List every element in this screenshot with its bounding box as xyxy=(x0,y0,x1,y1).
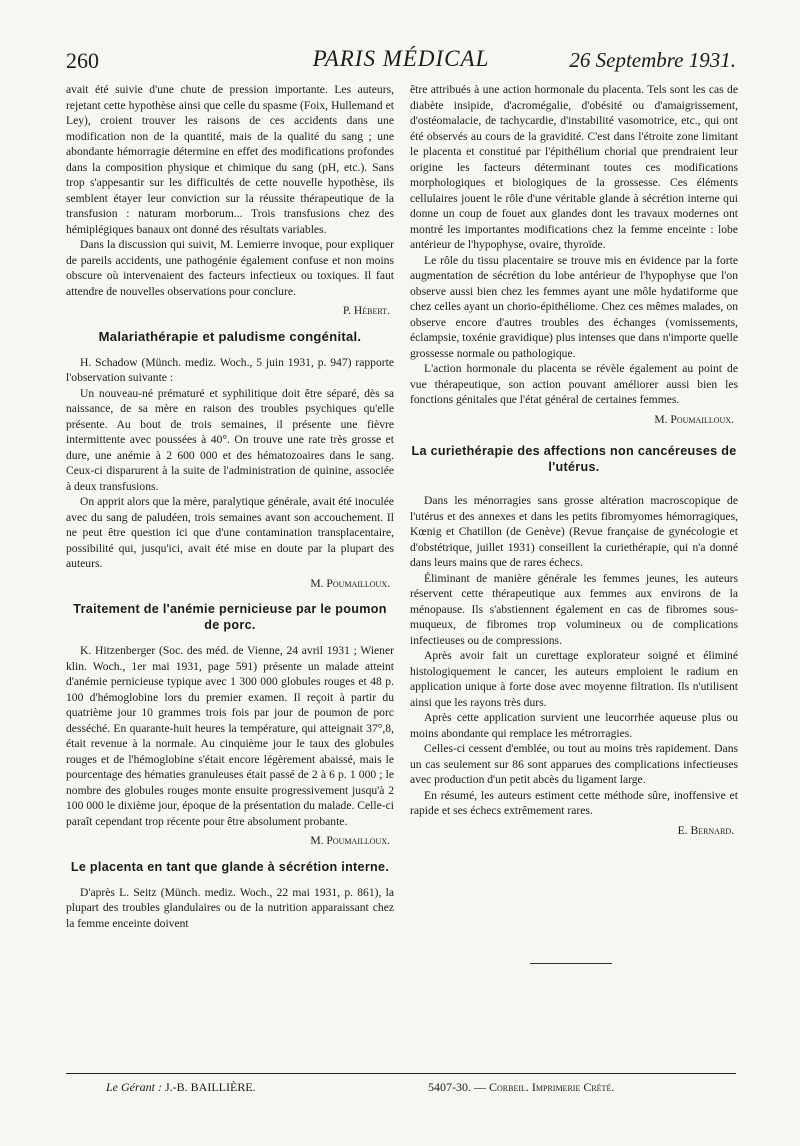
article-heading: Malariathérapie et paludisme congénital. xyxy=(98,328,362,344)
paragraph: En résumé, les auteurs estiment cette méthode sûre, inoffensive et rapide et ses échecs extrêmement rares. xyxy=(410,788,738,817)
paragraph: Celles-ci cessent d'emblée, ou tout au moins très rapidement. Dans un cas seulement sur 86 sont apparues des complications infectieuses avec production d'un petit abcès du ligament large. xyxy=(410,742,738,786)
author-signature: M. Poumailloux. xyxy=(310,834,390,847)
paragraph: Un nouveau-né prématuré et syphilitique doit être séparé, dès sa naissance, de sa mère en raison des troubles psychiques qu'elle présente. Au bout de trois semaines, il présente une fièvre intermittente avec poussées à 40°. On trouve une rate très grosse et dure, une anémie à 2 600 000 et des hématozoaires dans le sang. Ceux-ci disparurent à la suite de l'administration de quinine, associée à deux transfusions. xyxy=(66,386,394,493)
paragraph: être attribués à une action hormonale du placenta. Tels sont les cas de diabète insipide, d'acromégalie, d'obésité ou d'amaigrissement, d'ostéomalacie, de tachycardie, d'instabilité vasomotrice, etc., qui ont été observés au cours de la gravidité. C'est dans l'étroite zone limitant le placenta et constitué par l'épithélium chorial que prendraient leur origine les facteurs déterminant toutes ces modifications morphologiques et biologiques de la grossesse. Ces éléments cellulaires jouent le rôle d'une véritable glande à sécrétion interne qui donne un coup de fouet aux glandes dont les travaux modernes ont montré les importantes modifications chez la femme enceinte : lobe antérieur de l'hypophyse, ovaire, thyroïde. xyxy=(410,83,738,251)
page-footer xyxy=(66,1080,736,1100)
paragraph: Dans la discussion qui suivit, M. Lemierre invoque, pour expliquer de pareils accidents, une pathogénie également confuse et non moins obscure où intervenaient des facteurs infectieux ou toxiques. Il faut attendre de nouvelles observations pour conclure. xyxy=(66,238,394,298)
paragraph: Dans les ménorragies sans grosse altération macroscopique de l'utérus et des annexes et dans les petits fibromyomes hémorragiques, Kœnig et Chatillon (de Genève) (Revue française de gynécologie et d'obstétrique, juillet 1931) conseillent la curiethérapie, qui n'a donné dans leurs mains que de rares échecs. xyxy=(410,494,738,569)
running-head xyxy=(66,44,736,80)
paragraph: Éliminant de manière générale les femmes jeunes, les auteurs réservent cette thérapeutique aux femmes aux environs de la ménopause. Ils s'abstiennent également en cas de fibromes sous-muqueux, de fibromes trop volumineux ou de complications infectieuses ou de compressions. xyxy=(410,571,738,647)
paragraph: H. Schadow (Münch. mediz. Woch., 5 juin 1931, p. 947) rapporte l'observation suivante : xyxy=(66,355,394,384)
left-column xyxy=(66,82,394,931)
author-signature: P. Hébert. xyxy=(342,304,390,317)
paragraph: K. Hitzenberger (Soc. des méd. de Vienne, 24 avril 1931 ; Wiener klin. Woch., 1er mai 1931, page 591) présente un malade atteint d'anémie pernicieuse typique avec 1 300 000 globules rouges et 48 p. 100 d'hémoglobine lors du premier examen. Il reçoit à partir du quatrième jour 10 grammes trois fois par jour de poumon de porc desséché. En quarante-huit heures la température, qui atteignait 37°,8, était revenue à la normale. Au cinquième jour le taux des globules rouges et de l'hémoglobine s'était encore légèrement abaissé, mais le pourcentage des hématies granuleuses était passé de 2 à 6 p. 1 000 ; le nombre des globules rouges monte ensuite progressivement jusqu'à 2 100 000 le dixième jour, époque de la présentation du malade. Celle-ci paraît cependant trop récente pour être absolument probante. xyxy=(66,644,394,828)
issue-date: 26 Septembre 1931. xyxy=(569,48,736,72)
author-signature: M. Poumailloux. xyxy=(654,412,734,426)
paragraph: Après avoir fait un curettage explorateur soigné et éliminé histologiquement le cancer, les auteurs emploient le radium en application unique à forte dose avec moyenne filtration. Ils n'utilisent ainsi que les rayons très durs. xyxy=(410,649,738,709)
paragraph: D'après L. Seitz (Münch. mediz. Woch., 22 mai 1931, p. 861), la plupart des troubles glandulaires ou de la nutrition apparaissant chez la femme enceinte doivent xyxy=(66,885,394,930)
printer-line: 5407-30. — Corbeil. Imprimerie Crété. xyxy=(428,1080,615,1094)
paragraph: On apprit alors que la mère, paralytique générale, avait été inoculée avec du sang de paludéen, trois semaines avant son accouchement. Il ne peut être question ici que d'une contamination transplacentaire, possibilité qui, jusqu'ici, avait été mise en doute par la plupart des auteurs. xyxy=(66,495,394,570)
gerant-line xyxy=(106,1080,256,1095)
gerant-name: J.-B. BAILLIÈRE. xyxy=(165,1080,256,1094)
article-heading: La curiethérapie des affections non cancéreuses de l'utérus. xyxy=(411,444,737,474)
journal-title: PARIS MÉDICAL xyxy=(312,46,490,71)
paragraph: Le rôle du tissu placentaire se trouve mis en évidence par la forte augmentation de sécrétion du lobe antérieur de l'hypophyse que l'on observe aussi bien chez les femmes ayant une môle hydatiforme que chez celles ayant un chorio-épithéliome. Chez ces mêmes malades, on observe encore d'autres troubles des échanges (vomissements, éclampsie, toxénie gravidique) plus intenses que dans n'importe quelle grossesse normale ou pathologique. xyxy=(410,253,738,360)
paragraph: L'action hormonale du placenta se révèle également au point de vue thérapeutique, son action pouvant améliorer aussi bien les fonctions génitales que l'état général de certaines femmes. xyxy=(410,362,738,406)
paragraph: Après cette application survient une leucorrhée aqueuse plus ou moins abondante qui remplace les métrorragies. xyxy=(410,711,738,740)
gerant-label: Le Gérant : xyxy=(106,1080,162,1094)
page-number: 260 xyxy=(66,48,99,73)
author-signature: E. Bernard. xyxy=(677,823,734,837)
right-column xyxy=(410,82,738,848)
footer-rule xyxy=(66,1073,736,1074)
author-signature: M. Poumailloux. xyxy=(310,576,390,590)
article-heading: Traitement de l'anémie pernicieuse par le poumon de porc. xyxy=(73,602,387,632)
article-heading: Le placenta en tant que glande à sécrétion interne. xyxy=(70,859,390,874)
paragraph: avait été suivie d'une chute de pression importante. Les auteurs, rejetant cette hypothèse ainsi que celle du spasme (Foix, Hullemand et Ley), croient trouver les raisons de ces accidents dans une modification non de la quantité, mais de la qualité du sang ; une abondante hémorragie détermine en effet des modifications profondes dans la composition physique et chimique du sang (pH, etc.). Sans trop s'appesantir sur les difficultés de cette nouvelle hypothèse, ils semblent étayer leur conviction sur la réussite thérapeutique de la transfusion : naturam morborum... Trois transfusions chez des hémiplégiques banaux ont donné des résultats variables. xyxy=(66,83,394,236)
section-divider xyxy=(530,963,612,964)
